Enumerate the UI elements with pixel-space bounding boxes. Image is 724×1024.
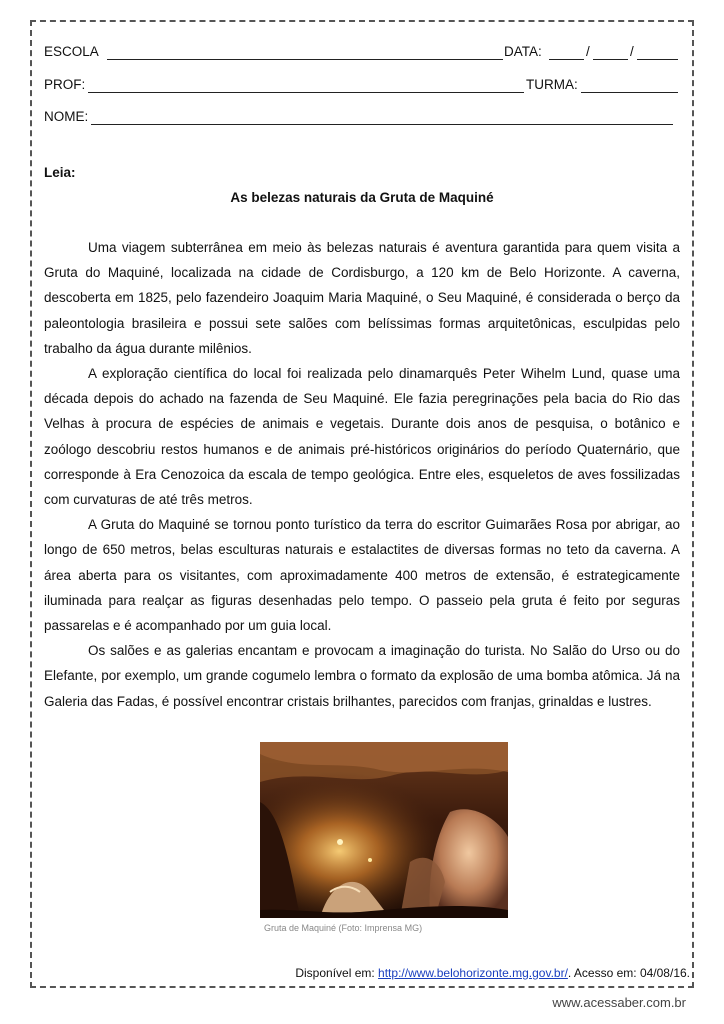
date-slash-2: / — [630, 44, 634, 59]
paragraph-2: A exploração científica do local foi realizada pelo dinamarquês Peter Wihelm Lund, quase uma década depois do achado na fazenda de Seu Maquiné. Ele fazia peregrinações pela bacia do Rio das Velhas à procura de espécies de animais e vegetais. Durante dois anos de pesquisa, o botânico e zoólogo descobriu restos humanos e de animais pré-históricos originários do período Quaternário, que corresponde à Era Cenozoica da escala de tempo geológica. Entre eles, esqueletos de aves fossilizadas com curvaturas de até três metros. — [44, 366, 680, 508]
turma-field[interactable] — [581, 92, 678, 93]
article-body — [44, 235, 680, 714]
nome-field[interactable] — [91, 124, 673, 125]
text-title: As belezas naturais da Gruta de Maquiné — [230, 190, 494, 205]
source-suffix: . Acesso em: 04/08/16. — [567, 966, 690, 980]
data-label: DATA: — [504, 44, 542, 59]
prof-label: PROF: — [44, 77, 86, 92]
photo-caption: Gruta de Maquiné (Foto: Imprensa MG) — [264, 923, 423, 933]
data-month-field[interactable] — [593, 59, 628, 60]
source-link[interactable]: http://www.belohorizonte.mg.gov.br/ — [378, 966, 568, 980]
paragraph-3: A Gruta do Maquiné se tornou ponto turístico da terra do escritor Guimarães Rosa por abrigar, ao longo de 650 metros, belas esculturas naturais e estalactites de diversas formas no teto da caverna. A área aberta para os visitantes, com aproximadamente 400 metros de extensão, é estrategicamente iluminada para realçar as figuras desenhadas pelo tempo. O passeio pela gruta é feito por seguras passarelas e é acompanhado por um guia local. — [44, 517, 680, 634]
data-day-field[interactable] — [549, 59, 584, 60]
site-watermark: www.acessaber.com.br — [552, 995, 686, 1010]
cave-image — [260, 742, 508, 918]
cave-photo — [260, 742, 508, 939]
paragraph-4: Os salões e as galerias encantam e provocam a imaginação do turista. No Salão do Urso ou do Elefante, por exemplo, um grande cogumelo lembra o formato da explosão de uma bomba atômica. Já na Galeria das Fadas, é possível encontrar cristais brilhantes, parecidos com franjas, grinaldas e lustres. — [44, 643, 680, 709]
date-slash-1: / — [586, 44, 590, 59]
data-year-field[interactable] — [637, 59, 678, 60]
leia-heading: Leia: — [44, 165, 76, 180]
source-prefix: Disponível em: — [295, 966, 379, 980]
escola-label: ESCOLA — [44, 44, 99, 59]
source-citation — [295, 966, 690, 980]
paragraph-1: Uma viagem subterrânea em meio às belezas naturais é aventura garantida para quem visita a Gruta do Maquiné, localizada na cidade de Cordisburgo, a 120 km de Belo Horizonte. A caverna, descoberta em 1825, pelo fazendeiro Joaquim Maria Maquiné, o Seu Maquiné, é considerada o berço da paleontologia brasileira e possui sete salões com belíssimas formas arquitetônicas, esculpidas pelo trabalho da água durante milênios. — [44, 240, 680, 356]
nome-label: NOME: — [44, 109, 89, 124]
escola-field[interactable] — [107, 59, 503, 60]
prof-field[interactable] — [88, 92, 524, 93]
turma-label: TURMA: — [526, 77, 578, 92]
